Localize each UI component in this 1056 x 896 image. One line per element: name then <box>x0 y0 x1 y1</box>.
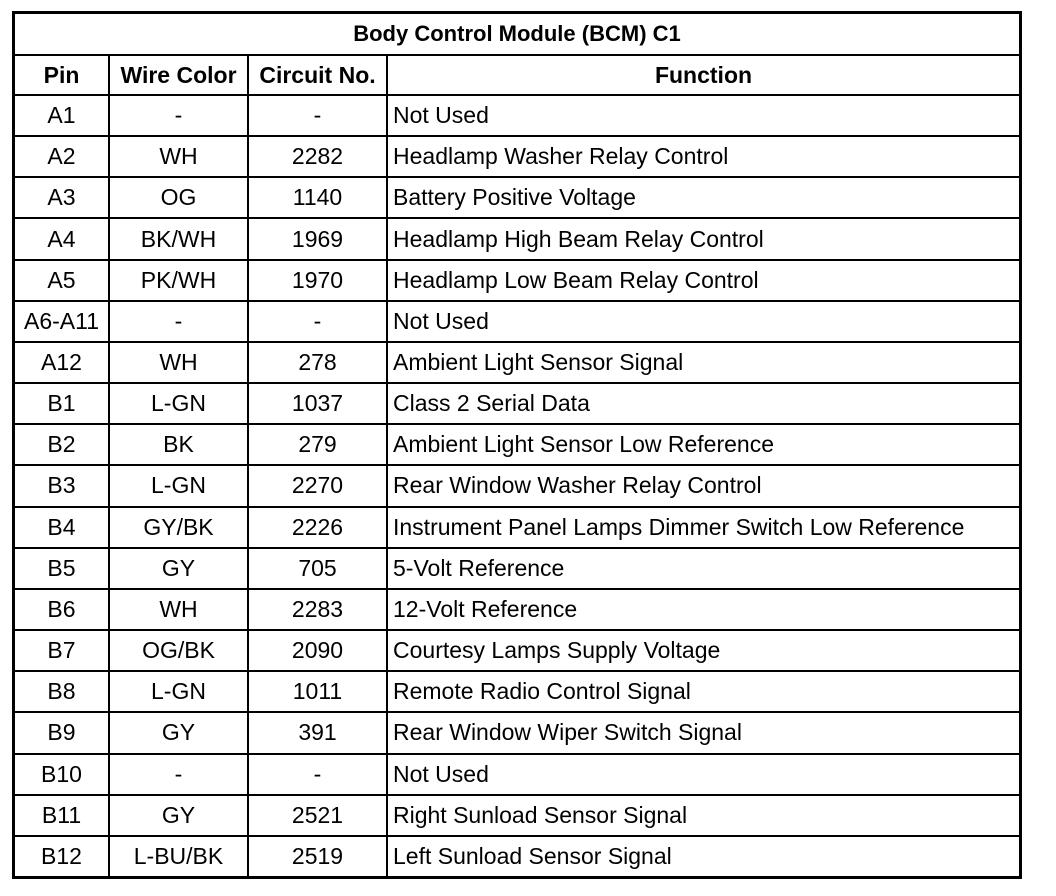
circuit-number-cell: 2270 <box>248 465 387 506</box>
pin-cell: B4 <box>15 507 109 548</box>
wire-color-cell: PK/WH <box>109 260 248 301</box>
circuit-number-cell: 2226 <box>248 507 387 548</box>
table-row <box>15 177 1019 218</box>
function-cell: Instrument Panel Lamps Dimmer Switch Low Reference <box>387 507 1019 548</box>
wire-color-cell: BK/WH <box>109 218 248 259</box>
table-row <box>15 630 1019 671</box>
circuit-number-cell: 2090 <box>248 630 387 671</box>
wire-color-cell: OG/BK <box>109 630 248 671</box>
function-cell: Remote Radio Control Signal <box>387 671 1019 712</box>
function-cell: Rear Window Washer Relay Control <box>387 465 1019 506</box>
wire-color-cell: GY/BK <box>109 507 248 548</box>
wire-color-cell: - <box>109 754 248 795</box>
wire-color-cell: L-GN <box>109 383 248 424</box>
wire-color-cell: L-BU/BK <box>109 836 248 876</box>
circuit-number-cell: 2521 <box>248 795 387 836</box>
function-cell: Courtesy Lamps Supply Voltage <box>387 630 1019 671</box>
function-cell: Left Sunload Sensor Signal <box>387 836 1019 876</box>
pin-cell: B11 <box>15 795 109 836</box>
pin-cell: B2 <box>15 424 109 465</box>
function-cell: Headlamp High Beam Relay Control <box>387 218 1019 259</box>
wire-color-cell: L-GN <box>109 671 248 712</box>
pin-cell: B6 <box>15 589 109 630</box>
pin-cell: B7 <box>15 630 109 671</box>
pin-cell: A6-A11 <box>15 301 109 342</box>
wire-color-cell: GY <box>109 795 248 836</box>
function-cell: Not Used <box>387 754 1019 795</box>
function-cell: Headlamp Washer Relay Control <box>387 136 1019 177</box>
wire-color-cell: BK <box>109 424 248 465</box>
connector-table-frame <box>12 11 1022 879</box>
function-cell: Not Used <box>387 301 1019 342</box>
table-row <box>15 95 1019 136</box>
function-cell: Not Used <box>387 95 1019 136</box>
pin-cell: A2 <box>15 136 109 177</box>
circuit-number-cell: - <box>248 754 387 795</box>
function-cell: 5-Volt Reference <box>387 548 1019 589</box>
circuit-number-cell: 2282 <box>248 136 387 177</box>
header-pin: Pin <box>15 55 109 95</box>
circuit-number-cell: 1037 <box>248 383 387 424</box>
pin-cell: B5 <box>15 548 109 589</box>
wire-color-cell: GY <box>109 712 248 753</box>
table-title: Body Control Module (BCM) C1 <box>15 14 1019 55</box>
function-cell: Headlamp Low Beam Relay Control <box>387 260 1019 301</box>
circuit-number-cell: 279 <box>248 424 387 465</box>
wire-color-cell: - <box>109 301 248 342</box>
circuit-number-cell: 391 <box>248 712 387 753</box>
connector-pinout-table <box>15 14 1019 876</box>
table-row <box>15 342 1019 383</box>
pin-cell: A1 <box>15 95 109 136</box>
wire-color-cell: OG <box>109 177 248 218</box>
wire-color-cell: WH <box>109 589 248 630</box>
circuit-number-cell: 1969 <box>248 218 387 259</box>
circuit-number-cell: - <box>248 301 387 342</box>
table-header-row <box>15 55 1019 95</box>
table-row <box>15 301 1019 342</box>
table-row <box>15 548 1019 589</box>
function-cell: Rear Window Wiper Switch Signal <box>387 712 1019 753</box>
header-wire-color: Wire Color <box>109 55 248 95</box>
wire-color-cell: L-GN <box>109 465 248 506</box>
pin-cell: B12 <box>15 836 109 876</box>
function-cell: Right Sunload Sensor Signal <box>387 795 1019 836</box>
pin-cell: A5 <box>15 260 109 301</box>
circuit-number-cell: 1011 <box>248 671 387 712</box>
wire-color-cell: GY <box>109 548 248 589</box>
circuit-number-cell: 1970 <box>248 260 387 301</box>
circuit-number-cell: 2519 <box>248 836 387 876</box>
pin-cell: A12 <box>15 342 109 383</box>
circuit-number-cell: 1140 <box>248 177 387 218</box>
table-row <box>15 671 1019 712</box>
table-title-row <box>15 14 1019 55</box>
pin-cell: B3 <box>15 465 109 506</box>
circuit-number-cell: 2283 <box>248 589 387 630</box>
table-row <box>15 218 1019 259</box>
function-cell: Battery Positive Voltage <box>387 177 1019 218</box>
table-row <box>15 260 1019 301</box>
table-row <box>15 507 1019 548</box>
wire-color-cell: - <box>109 95 248 136</box>
pin-cell: B1 <box>15 383 109 424</box>
table-row <box>15 465 1019 506</box>
function-cell: Ambient Light Sensor Signal <box>387 342 1019 383</box>
function-cell: Class 2 Serial Data <box>387 383 1019 424</box>
table-row <box>15 424 1019 465</box>
header-function: Function <box>387 55 1019 95</box>
wire-color-cell: WH <box>109 342 248 383</box>
table-row <box>15 754 1019 795</box>
table-row <box>15 712 1019 753</box>
circuit-number-cell: 278 <box>248 342 387 383</box>
pin-cell: A4 <box>15 218 109 259</box>
circuit-number-cell: 705 <box>248 548 387 589</box>
header-circuit-no: Circuit No. <box>248 55 387 95</box>
pin-cell: B10 <box>15 754 109 795</box>
table-row <box>15 136 1019 177</box>
wire-color-cell: WH <box>109 136 248 177</box>
function-cell: Ambient Light Sensor Low Reference <box>387 424 1019 465</box>
pin-cell: B8 <box>15 671 109 712</box>
function-cell: 12-Volt Reference <box>387 589 1019 630</box>
pin-cell: B9 <box>15 712 109 753</box>
circuit-number-cell: - <box>248 95 387 136</box>
table-row <box>15 383 1019 424</box>
table-row <box>15 836 1019 876</box>
table-row <box>15 589 1019 630</box>
pin-cell: A3 <box>15 177 109 218</box>
table-row <box>15 795 1019 836</box>
